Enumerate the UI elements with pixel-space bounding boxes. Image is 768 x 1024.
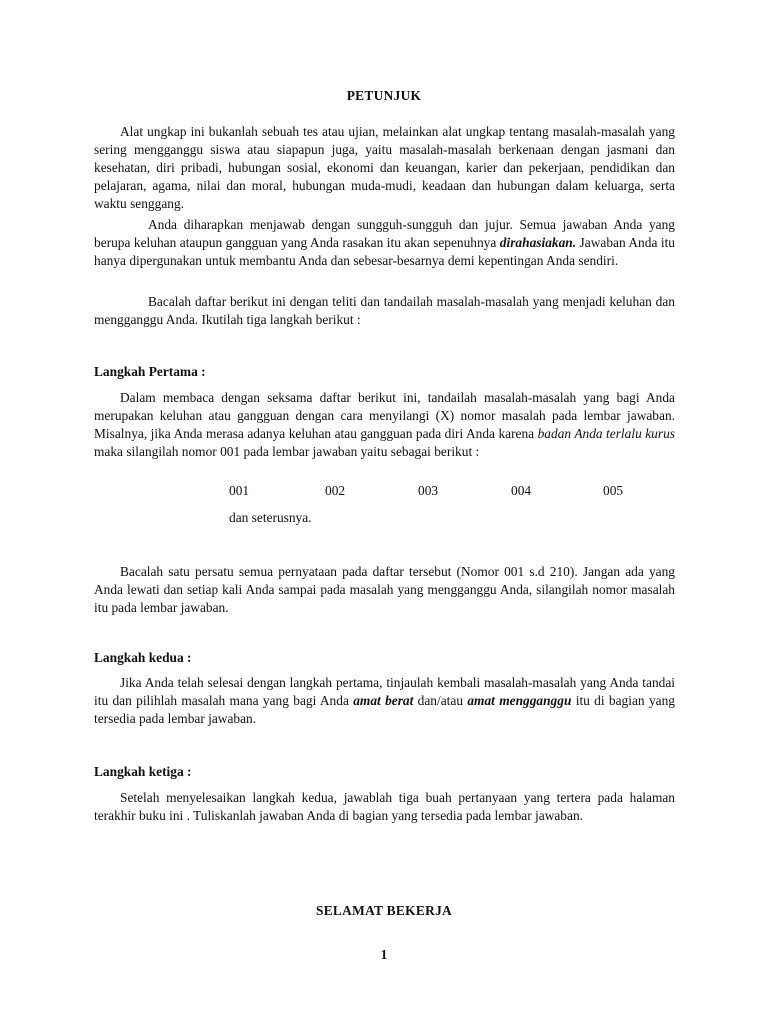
step3-paragraph: Setelah menyelesaikan langkah kedua, jawablah tiga buah pertanyaan yang tertera pada halaman terakhir buku ini . Tuliskanlah jawaban Anda di bagian yang tersedia pada lembar jawaban. <box>94 790 675 823</box>
intro-paragraph-2 <box>94 216 675 270</box>
step1-paragraph-1 <box>94 389 675 461</box>
example-etc-text: dan seterusnya. <box>229 510 312 525</box>
step1-paragraph-1-text-b: maka silangilah nomor 001 pada lembar jawaban yaitu sebagai berikut : <box>94 444 480 459</box>
intro-paragraph-2-text-b: Jawaban Anda itu hanya dipergunakan untuk membantu Anda dan sebesar-besarnya demi kepentingan Anda sendiri. <box>94 235 675 268</box>
step2-paragraph-text-a: Jika Anda telah selesai dengan langkah pertama, tinjaulah kembali masalah-masalah yang Anda tandai itu dan pilihlah masalah mana yang bagi Anda <box>94 675 675 708</box>
step1-paragraph-1-text-a: Dalam membaca dengan seksama daftar berikut ini, tandailah masalah-masalah yang bagi Anda merupakan keluhan atau gangguan dengan cara menyilangi (X) nomor masalah pada lembar jawaban. Misalnya, jika Anda merasa adanya keluhan atau gangguan pada diri Anda karena <box>94 390 675 441</box>
example-code: 002 <box>325 483 346 498</box>
step1-paragraph-1-emphasis: badan Anda terlalu kurus <box>537 426 675 441</box>
step2-paragraph <box>94 674 675 728</box>
example-codes-row <box>229 483 629 501</box>
example-code: 001 <box>229 483 250 498</box>
step2-heading: Langkah kedua : <box>94 650 192 665</box>
example-code: 005 <box>603 483 624 498</box>
page-number: 1 <box>380 947 388 962</box>
step2-paragraph-text-b: dan/atau <box>413 693 468 708</box>
step1-heading: Langkah Pertama : <box>94 364 206 379</box>
step2-paragraph-emphasis-2: amat mengganggu <box>467 693 572 708</box>
closing-text: SELAMAT BEKERJA <box>315 903 453 918</box>
example-code: 003 <box>418 483 439 498</box>
page-title: PETUNJUK <box>346 88 422 103</box>
example-code: 004 <box>511 483 532 498</box>
intro-paragraph-1: Alat ungkap ini bukanlah sebuah tes atau ujian, melainkan alat ungkap tentang masalah-masalah yang sering mengganggu siswa atau siapapun juga, yaitu masalah-masalah berkenaan dengan jasmani dan kesehatan, diri pribadi, hubungan sosial, ekonomi dan keuangan, karier dan pekerjaan, pendidikan dan pelajaran, agama, nilai dan moral, hubungan muda-mudi, keadaan dan hubungan dalam keluarga, serta waktu senggang. <box>94 124 675 211</box>
intro-paragraph-3: Bacalah daftar berikut ini dengan teliti dan tandailah masalah-masalah yang menjadi keluhan dan mengganggu Anda. Ikutilah tiga langkah berikut : <box>94 294 675 327</box>
step2-paragraph-text-c: itu di bagian yang tersedia pada lembar jawaban. <box>94 693 675 726</box>
intro-paragraph-2-emphasis: dirahasiakan. <box>499 235 577 250</box>
step2-paragraph-emphasis-1: amat berat <box>353 693 414 708</box>
step1-paragraph-2: Bacalah satu persatu semua pernyataan pada daftar tersebut (Nomor 001 s.d 210). Jangan ada yang Anda lewati dan setiap kali Anda sampai pada masalah yang mengganggu Anda, silangilah nomor masalah itu pada lembar jawaban. <box>94 564 675 615</box>
intro-paragraph-2-text-a: Anda diharapkan menjawab dengan sungguh-sungguh dan jujur. Semua jawaban Anda yang berupa keluhan ataupun gangguan yang Anda rasakan itu akan sepenuhnya <box>94 217 675 250</box>
step3-heading: Langkah ketiga : <box>94 764 192 779</box>
